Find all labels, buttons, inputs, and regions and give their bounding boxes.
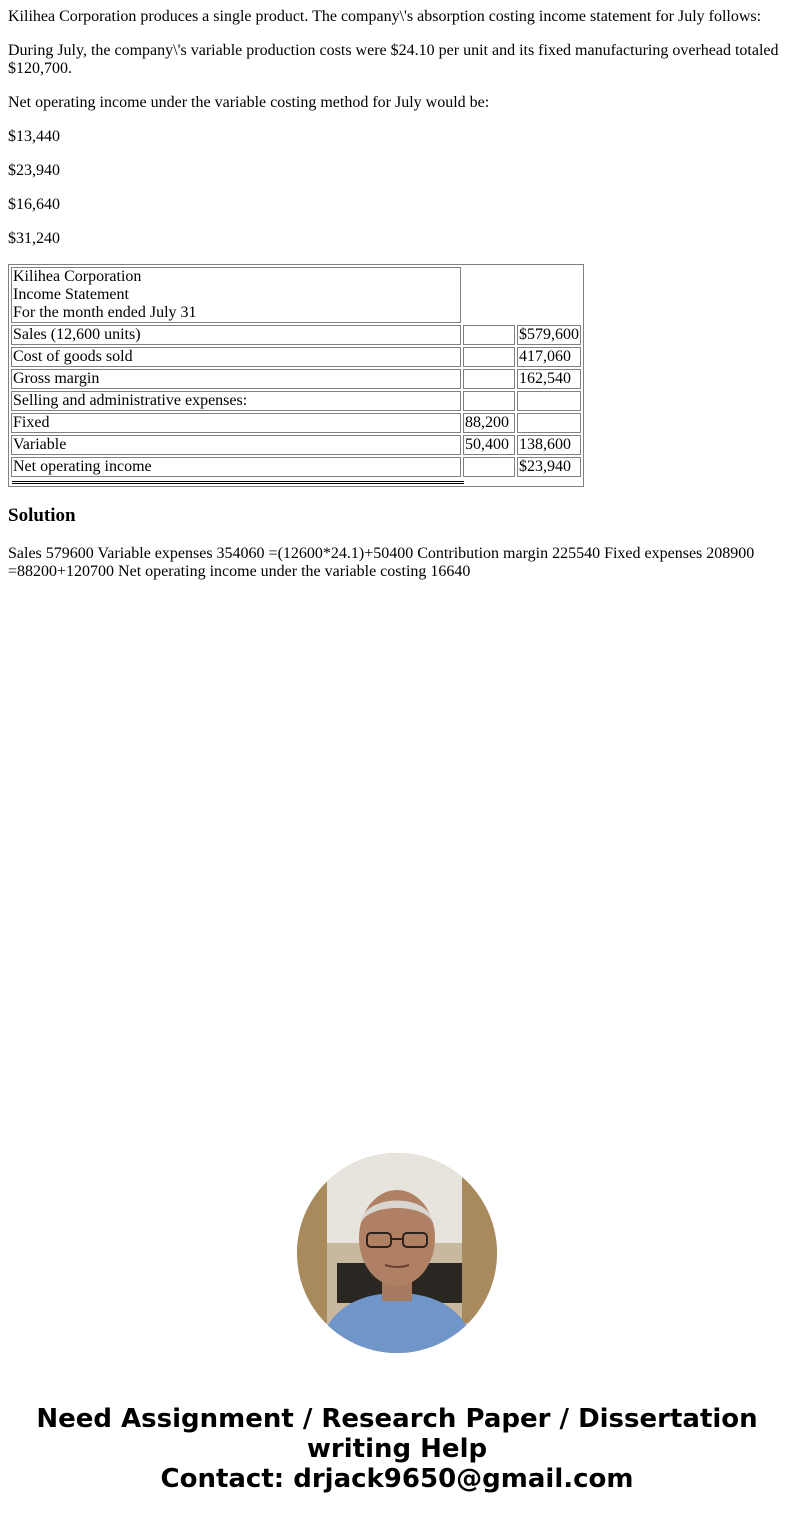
row-right: 417,060 [517, 347, 581, 367]
row-label: Variable [11, 435, 461, 455]
row-mid [463, 369, 515, 389]
footer-line-1: Need Assignment / Research Paper / Dissertation [36, 1404, 758, 1434]
row-mid [463, 457, 515, 477]
promo-footer [0, 1404, 794, 1494]
question-intro: Kilihea Corporation produces a single product. The company\'s absorption costing income statement for July follows: [8, 8, 762, 25]
table-row [11, 325, 581, 345]
question-prompt: Net operating income under the variable costing method for July would be: [8, 94, 490, 111]
question-detail: During July, the company\'s variable production costs were $24.10 per unit and its fixed manufacturing overhead totaled $120,700. [8, 42, 779, 77]
table-row [11, 347, 581, 367]
header-empty-cell [463, 267, 581, 323]
statement-title: Income Statement [13, 286, 129, 303]
row-label: Selling and administrative expenses: [11, 391, 461, 411]
row-label: Net operating income [11, 457, 461, 477]
table-row [11, 435, 581, 455]
row-mid [463, 391, 515, 411]
option-c: $16,640 [8, 196, 60, 213]
row-mid [463, 347, 515, 367]
row-mid: 50,400 [463, 435, 515, 455]
row-mid: 88,200 [463, 413, 515, 433]
table-row [11, 413, 581, 433]
page-content [8, 8, 786, 597]
row-right [517, 391, 581, 411]
row-right [517, 413, 581, 433]
row-right: $23,940 [517, 457, 581, 477]
solution-heading: Solution [8, 505, 76, 526]
author-portrait-image [297, 1153, 497, 1353]
statement-company: Kilihea Corporation [13, 268, 142, 285]
row-right: 138,600 [517, 435, 581, 455]
row-right: $579,600 [517, 325, 581, 345]
double-underline-row [11, 479, 581, 484]
row-label: Sales (12,600 units) [11, 325, 461, 345]
row-label: Cost of goods sold [11, 347, 461, 367]
row-label: Fixed [11, 413, 461, 433]
footer-line-2: writing Help [306, 1434, 488, 1464]
option-b: $23,940 [8, 162, 60, 179]
table-row [11, 369, 581, 389]
table-row [11, 457, 581, 477]
table-row [11, 391, 581, 411]
author-avatar [297, 1153, 497, 1353]
solution-text: Sales 579600 Variable expenses 354060 =(12600*24.1)+50400 Contribution margin 225540 Fixed expenses 208900 =88200+120700 Net operating income under the variable costing 16640 [8, 545, 755, 580]
option-a: $13,440 [8, 128, 60, 145]
row-mid [463, 325, 515, 345]
footer-contact: Contact: drjack9650@gmail.com [160, 1464, 634, 1494]
row-right: 162,540 [517, 369, 581, 389]
double-underline-cell [11, 479, 581, 484]
statement-period: For the month ended July 31 [13, 304, 197, 321]
double-underline [12, 481, 464, 484]
row-label: Gross margin [11, 369, 461, 389]
statement-title-cell [11, 267, 461, 323]
option-d: $31,240 [8, 230, 60, 247]
statement-header-row [11, 267, 581, 323]
income-statement-table [8, 264, 584, 487]
